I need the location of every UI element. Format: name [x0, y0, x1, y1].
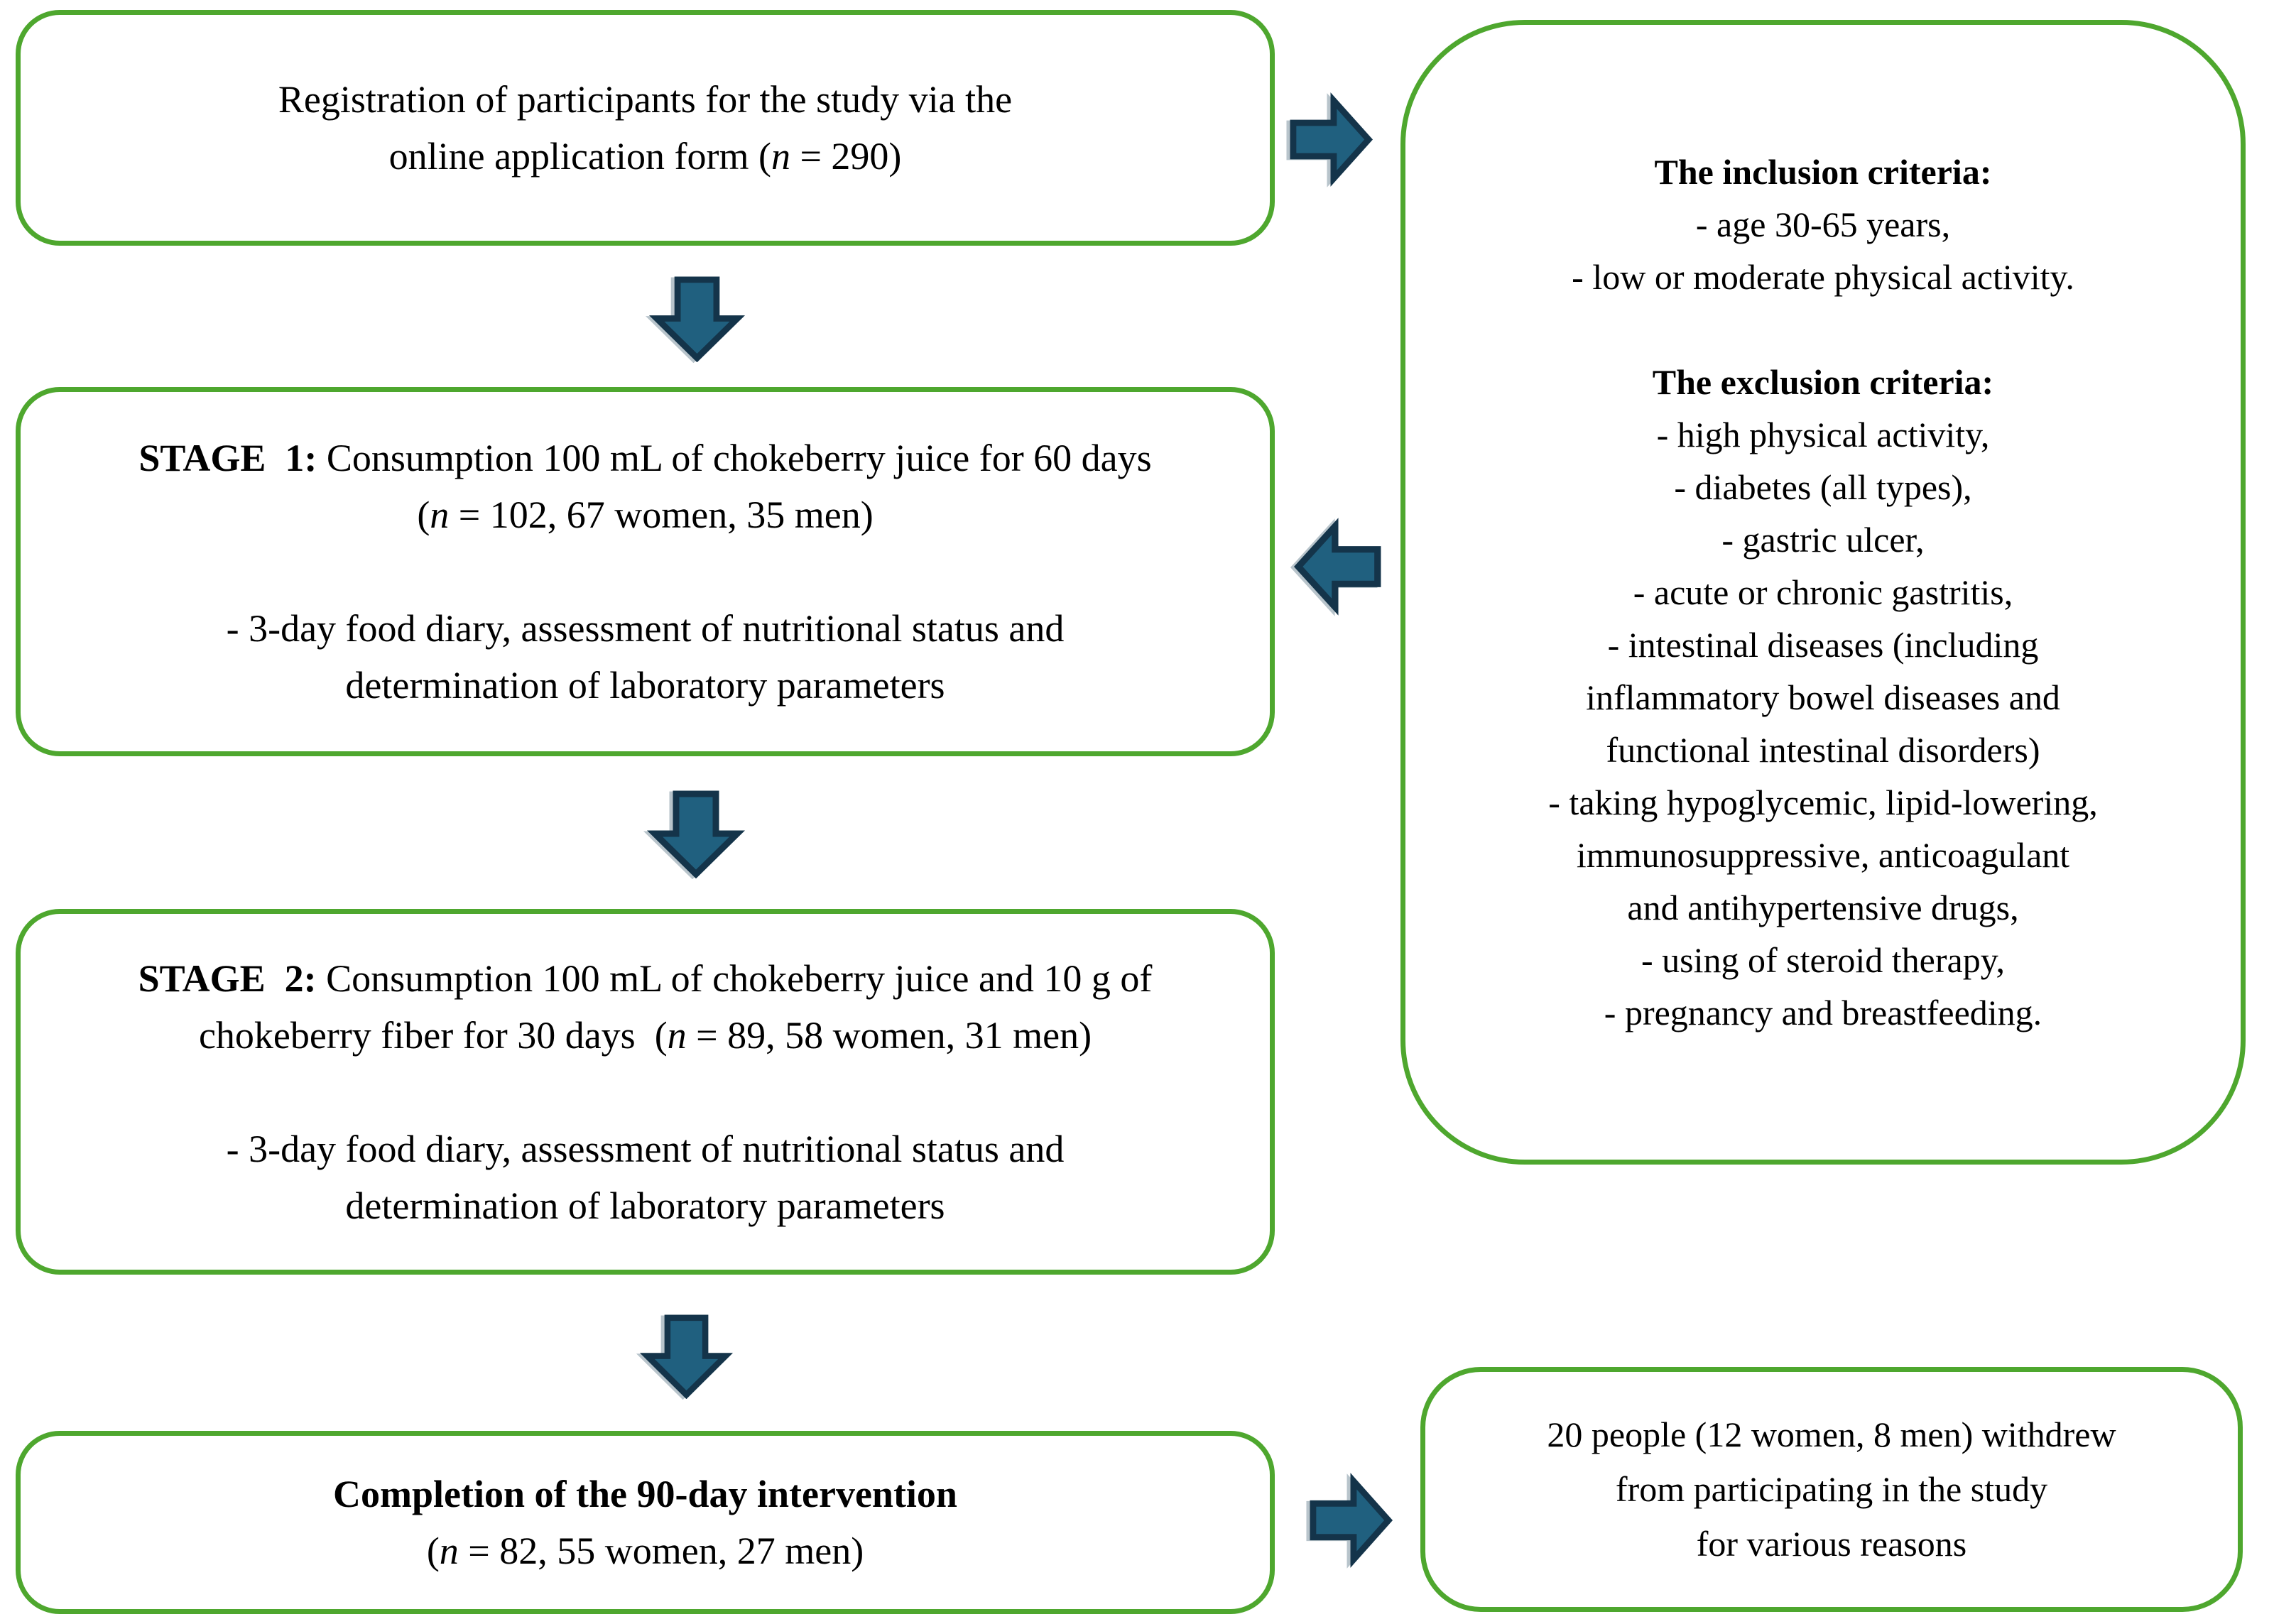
stage2-line-2 [199, 1007, 1092, 1064]
stage2-heading: STAGE 2: [138, 957, 317, 1000]
n-symbol: n [771, 135, 790, 178]
stage2-line-1 [138, 950, 1153, 1007]
registration-line-2 [389, 128, 902, 185]
exclusion-item: - acute or chronic gastritis, [1633, 572, 2013, 612]
exclusion-item: - using of steroid therapy, [1641, 940, 2005, 980]
stage1-box [16, 387, 1275, 756]
text-segment: online application form ( [388, 135, 771, 178]
criteria-box [1400, 20, 2246, 1165]
exclusion-item: inflammatory bowel diseases and [1586, 677, 2060, 717]
completion-line-1: Completion of the 90-day intervention [333, 1473, 957, 1515]
stage1-line-4: determination of laboratory parameters [345, 664, 945, 707]
exclusion-item: - diabetes (all types), [1674, 467, 1972, 507]
block-arrow-down-icon [646, 790, 746, 878]
exclusion-item: - pregnancy and breastfeeding. [1604, 993, 2042, 1032]
text-segment: = 290) [790, 135, 902, 178]
exclusion-item: immunosuppressive, anticoagulant [1576, 835, 2070, 875]
exclusion-item: and antihypertensive drugs, [1627, 888, 2019, 927]
stage2-line-4: determination of laboratory parameters [345, 1184, 945, 1227]
text-segment: Consumption 100 mL of chokeberry juice and 10 g of [316, 957, 1153, 1000]
text-segment: ( [426, 1530, 440, 1572]
block-arrow-down-icon [639, 1314, 734, 1399]
withdrawal-line-2: from participating in the study [1615, 1469, 2048, 1509]
registration-box [16, 10, 1275, 246]
block-arrow-left-icon [1294, 516, 1382, 617]
stage2-box [16, 909, 1275, 1275]
block-arrow-down-icon [648, 276, 746, 362]
exclusion-item: - gastric ulcer, [1721, 520, 1925, 560]
withdrawal-line-3: for various reasons [1696, 1524, 1967, 1564]
stage1-line-2 [417, 486, 873, 543]
registration-line-1: Registration of participants for the study via the [278, 78, 1013, 121]
n-symbol: n [439, 1530, 459, 1572]
inclusion-title: The inclusion criteria: [1654, 152, 1992, 192]
exclusion-item: functional intestinal disorders) [1606, 730, 2040, 770]
completion-line-2 [427, 1522, 864, 1579]
text-segment: ( [417, 494, 430, 536]
withdrawal-line-1: 20 people (12 women, 8 men) withdrew [1547, 1415, 2116, 1454]
n-symbol: n [667, 1013, 687, 1057]
inclusion-item: - low or moderate physical activity. [1572, 257, 2074, 297]
exclusion-title: The exclusion criteria: [1652, 362, 1994, 402]
inclusion-item: - age 30-65 years, [1695, 205, 1951, 244]
stage2-line-3: - 3-day food diary, assessment of nutritional status and [226, 1127, 1065, 1170]
text-segment: = 82, 55 women, 27 men) [458, 1530, 864, 1572]
text-segment: = 102, 67 women, 35 men) [449, 494, 874, 536]
exclusion-item: - taking hypoglycemic, lipid-lowering, [1548, 783, 2098, 822]
block-arrow-right-icon [1309, 1471, 1393, 1569]
exclusion-item: - intestinal diseases (including [1607, 625, 2039, 665]
stage1-heading: STAGE 1: [138, 437, 317, 479]
text-segment: chokeberry fiber for 30 days ( [198, 1013, 668, 1057]
text-segment: Consumption 100 mL of chokeberry juice for 60 days [317, 437, 1152, 479]
withdrawal-box [1420, 1367, 2243, 1612]
block-arrow-right-icon [1289, 91, 1373, 188]
n-symbol: n [430, 494, 450, 536]
stage1-line-1 [138, 430, 1151, 486]
stage1-line-3: - 3-day food diary, assessment of nutritional status and [226, 607, 1065, 650]
exclusion-item: - high physical activity, [1656, 415, 1990, 454]
text-segment: = 89, 58 women, 31 men) [686, 1013, 1092, 1057]
completion-box [16, 1431, 1275, 1614]
